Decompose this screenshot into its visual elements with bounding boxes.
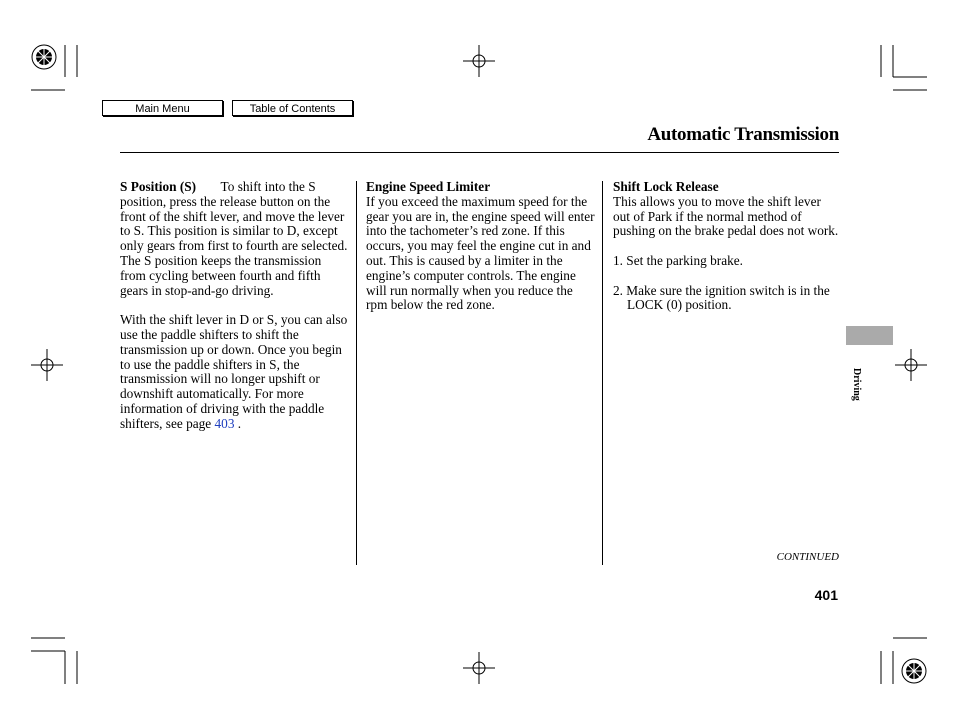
- table-of-contents-button[interactable]: Table of Contents: [232, 100, 353, 116]
- page-link-403[interactable]: 403: [214, 415, 235, 431]
- page-title: Automatic Transmission: [647, 124, 839, 145]
- list-item: 1. Set the parking brake.: [613, 252, 743, 268]
- section-tab-label: Driving: [851, 368, 862, 401]
- paragraph-text: To shift into the S position, press the release button on the front of the shift lever, and move the lever to S. This position is similar to D, except only gears from first to fourth are selected. The S position keeps the transmission from cycling between fourth and fifth gears in stop-and-go driving.: [120, 179, 348, 298]
- list-item: 2. Make sure the ignition switch is in the LOCK (0) position.: [613, 282, 830, 313]
- section-heading: Engine Speed Limiter: [366, 179, 491, 194]
- section-heading: S Position (S): [120, 179, 197, 194]
- registration-target-icon: [32, 45, 56, 69]
- paragraph: [120, 313, 348, 431]
- paragraph-text: This allows you to move the shift lever out of Park if the normal method of pushing on the brake pedal does not work.: [613, 193, 839, 239]
- registration-target-icon: [902, 659, 926, 683]
- column-divider: [602, 181, 603, 565]
- section-tab: [846, 326, 893, 345]
- column-shift-lock-release: [613, 180, 841, 328]
- crosshair-icon: [463, 652, 495, 684]
- title-rule: [120, 152, 839, 153]
- section-heading: Shift Lock Release: [613, 179, 719, 194]
- paragraph: [120, 180, 348, 298]
- paragraph-text: If you exceed the maximum speed for the gear you are in, the engine speed will enter into the tachometer’s red zone. If this occurs, you may feel the engine cut in and out. This is caused by a limiter in the engine’s computer controls. The engine will run normally when you reduce the rpm below the red zone.: [366, 193, 595, 313]
- crosshair-icon: [895, 349, 927, 381]
- column-s-position: [120, 180, 348, 446]
- column-divider: [356, 181, 357, 565]
- paragraph-text: .: [234, 415, 242, 431]
- paragraph-text: With the shift lever in D or S, you can also use the paddle shifters to shift the transmission up or down. Once you begin to use the paddle shifters in S, the transmission will no longer upshift or downshift automatically. For more information of driving with the paddle shifters, see page: [120, 312, 348, 431]
- crosshair-icon: [463, 45, 495, 77]
- continued-label: CONTINUED: [776, 551, 839, 563]
- page-number: 401: [814, 587, 838, 603]
- column-engine-speed-limiter: [366, 180, 596, 328]
- crosshair-icon: [31, 349, 63, 381]
- main-menu-button[interactable]: Main Menu: [102, 100, 223, 116]
